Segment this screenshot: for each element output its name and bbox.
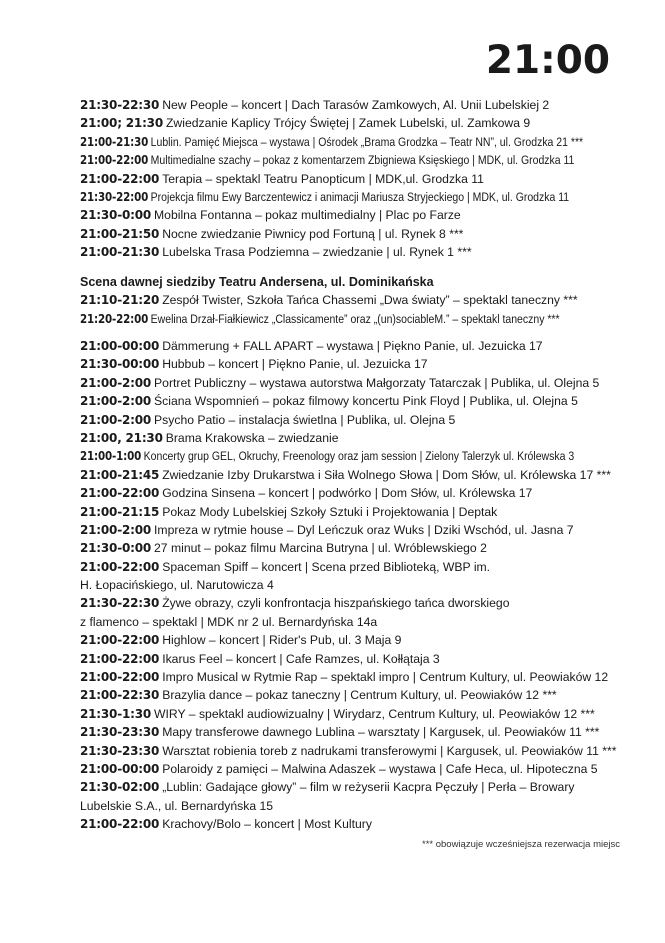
event-item <box>80 429 640 447</box>
event-description: Brama Krakowska – zwiedzanie <box>165 430 339 445</box>
event-description: Godzina Sinsena – koncert | podwórko | Dom Słów, ul. Królewska 17 <box>162 486 533 501</box>
event-item <box>80 558 640 576</box>
event-description: Ewelina Drzał-Fiałkiewicz „Classicamente” oraz „(un)sociableM.” – spektakl taneczny *** <box>150 311 560 326</box>
event-description: Nocne zwiedzanie Piwnicy pod Fortuną | ul. Rynek 8 *** <box>162 226 464 241</box>
event-description: Mapy transferowe dawnego Lublina – warsztaty | Kargusek, ul. Peowiaków 11 *** <box>162 725 600 740</box>
event-time: 21:20-22:00 <box>80 311 149 326</box>
event-description: Krachovy/Bolo – koncert | Most Kultury <box>162 817 372 832</box>
event-description: Pokaz Mody Lubelskiej Szkoły Sztuki i Projektowania | Deptak <box>162 504 498 519</box>
event-time: 21:00-21:50 <box>80 226 160 241</box>
event-description: Zespół Twister, Szkoła Tańca Chassemi „Dwa światy” – spektakl taneczny *** <box>162 293 578 308</box>
event-description: Hubbub – koncert | Piękno Panie, ul. Jezuicka 17 <box>162 357 428 372</box>
event-item <box>80 206 640 224</box>
event-time: 21:30-22:30 <box>80 596 160 611</box>
event-item <box>80 594 640 612</box>
event-time: 21:00-22:00 <box>80 633 160 648</box>
event-description: Brazylia dance – pokaz taneczny | Centrum Kultury, ul. Peowiaków 12 *** <box>162 688 557 703</box>
event-description: Psycho Patio – instalacja świetlna | Publika, ul. Olejna 5 <box>154 412 456 427</box>
event-description: „Lublin: Gadające głowy” – film w reżyserii Kacpra Pęczuły | Perła – Browary <box>162 780 575 795</box>
event-item <box>80 151 640 169</box>
page-title: 21:00 <box>485 38 610 83</box>
event-description: Ściana Wspomnień – pokaz filmowy koncertu Pink Floyd | Publika, ul. Olejna 5 <box>154 394 578 409</box>
event-time: 21:00-22:00 <box>80 817 160 832</box>
events-list-andersen <box>80 273 640 328</box>
event-time: 21:00-2:00 <box>80 522 152 537</box>
event-item <box>80 96 640 114</box>
event-description-continued: z flamenco – spektakl | MDK nr 2 ul. Bernardyńska 14a <box>80 614 378 629</box>
event-item <box>80 539 640 557</box>
event-description: WIRY – spektakl audiowizualny | Wirydarz, Centrum Kultury, ul. Peowiaków 12 *** <box>154 706 595 721</box>
event-time: 21:30-22:30 <box>80 98 160 112</box>
event-description: Lublin. Pamięć Miejsca – wystawa | Ośrodek „Brama Grodzka – Teatr NN”, ul. Grodzka 21 *** <box>150 134 584 149</box>
event-time: 21:00-22:00 <box>80 559 160 574</box>
event-item <box>80 631 640 649</box>
event-description: 27 minut – pokaz filmu Marcina Butryna | ul. Wróblewskiego 2 <box>154 541 487 556</box>
event-item <box>80 742 640 760</box>
event-description: Mobilna Fontanna – pokaz multimedialny | Plac po Farze <box>154 208 461 223</box>
event-item <box>80 466 640 484</box>
event-time: 21:00-22:00 <box>80 486 160 501</box>
event-time: 21:30-0:00 <box>80 541 152 556</box>
event-description: Multimedialne szachy – pokaz z komentarzem Zbigniewa Księskiego | MDK, ul. Grodzka 11 <box>150 153 575 168</box>
events-list-main <box>80 96 640 262</box>
event-description: Impro Musical w Rytmie Rap – spektakl impro | Centrum Kultury, ul. Peowiaków 12 <box>162 670 609 685</box>
event-time: 21:30-22:00 <box>80 189 149 204</box>
event-item <box>80 778 640 796</box>
event-item <box>80 521 640 539</box>
event-time: 21:00, 21:30 <box>80 430 163 445</box>
event-description: Warsztat robienia toreb z nadrukami transferowymi | Kargusek, ul. Peowiaków 11 *** <box>162 743 617 758</box>
event-time: 21:00; 21:30 <box>80 116 163 131</box>
event-description: Terapia – spektakl Teatru Panopticum | MDK,ul. Grodzka 11 <box>162 171 484 186</box>
event-time: 21:00-21:45 <box>80 467 160 482</box>
event-description: Portret Publiczny – wystawa autorstwa Małgorzaty Tatarczak | Publika, ul. Olejna 5 <box>154 375 600 390</box>
event-item <box>80 686 640 704</box>
event-time: 21:00-00:00 <box>80 761 160 776</box>
event-time: 21:00-21:30 <box>80 245 160 260</box>
event-time: 21:00-2:00 <box>80 375 152 390</box>
event-item <box>80 668 640 686</box>
event-time: 21:30-00:00 <box>80 357 160 372</box>
event-time: 21:00-00:00 <box>80 339 160 353</box>
event-time: 21:00-22:30 <box>80 688 160 703</box>
event-time: 21:00-22:00 <box>80 153 149 168</box>
event-item <box>80 503 640 521</box>
event-description-continued: Lubelskie S.A., ul. Bernardyńska 15 <box>80 798 274 813</box>
footnote: *** obowiązuje wcześniejsza rezerwacja miejsc <box>422 839 620 850</box>
event-item <box>80 225 640 243</box>
event-item <box>80 243 640 261</box>
event-item <box>80 188 640 206</box>
event-description: Ikarus Feel – koncert | Cafe Ramzes, ul. Kołłątaja 3 <box>162 651 440 666</box>
event-item <box>80 337 640 355</box>
event-description: Żywe obrazy, czyli konfrontacja hiszpańskiego tańca dworskiego <box>162 596 510 611</box>
event-description: Spaceman Spiff – koncert | Scena przed Biblioteką, WBP im. <box>162 559 491 574</box>
event-description: Lubelska Trasa Podziemna – zwiedzanie | ul. Rynek 1 *** <box>162 245 472 260</box>
event-item <box>80 291 640 309</box>
event-description: Impreza w rytmie house – Dyl Leńczuk oraz Wuks | Dziki Wschód, ul. Jasna 7 <box>154 522 574 537</box>
event-description: Highlow – koncert | Rider's Pub, ul. 3 Maja 9 <box>162 633 402 648</box>
event-item <box>80 411 640 429</box>
event-item <box>80 170 640 188</box>
section-heading: Scena dawnej siedziby Teatru Andersena, ul. Dominikańska <box>80 275 434 289</box>
event-item <box>80 133 640 151</box>
event-description: Koncerty grup GEL, Okruchy, Freenology oraz jam session | Zielony Talerzyk ul. Królewska 3 <box>143 449 575 464</box>
event-time: 21:00-1:00 <box>80 449 142 464</box>
event-item <box>80 114 640 132</box>
event-time: 21:30-0:00 <box>80 208 152 223</box>
event-item <box>80 355 640 373</box>
event-item <box>80 760 640 778</box>
event-item <box>80 815 640 833</box>
event-time: 21:00-22:00 <box>80 670 160 685</box>
event-description: Polaroidy z pamięci – Malwina Adaszek – wystawa | Cafe Heca, ul. Hipoteczna 5 <box>162 761 598 776</box>
event-time: 21:30-1:30 <box>80 706 152 721</box>
event-description: Projekcja filmu Ewy Barczentewicz i animacji Mariusza Stryjeckiego | MDK, ul. Grodzka 11 <box>150 189 570 204</box>
event-time: 21:30-23:30 <box>80 743 160 758</box>
event-time: 21:00-21:15 <box>80 504 160 519</box>
event-time: 21:00-2:00 <box>80 394 152 409</box>
event-time: 21:00-2:00 <box>80 412 152 427</box>
event-description: Dämmerung + FALL APART – wystawa | Piękno Panie, ul. Jezuicka 17 <box>162 339 543 353</box>
event-item <box>80 705 640 723</box>
event-time: 21:30-23:30 <box>80 725 160 740</box>
event-item <box>80 484 640 502</box>
event-time: 21:30-02:00 <box>80 780 160 795</box>
event-item <box>80 723 640 741</box>
event-item <box>80 310 640 328</box>
event-time: 21:00-22:00 <box>80 171 160 186</box>
event-description-continued: H. Łopacińskiego, ul. Narutowicza 4 <box>80 578 274 593</box>
event-time: 21:00-22:00 <box>80 651 160 666</box>
event-time: 21:10-21:20 <box>80 293 160 308</box>
event-item <box>80 392 640 410</box>
event-description: New People – koncert | Dach Tarasów Zamkowych, Al. Unii Lubelskiej 2 <box>162 98 550 112</box>
event-item <box>80 374 640 392</box>
event-time: 21:00-21:30 <box>80 134 149 149</box>
event-item <box>80 650 640 668</box>
event-description: Zwiedzanie Izby Drukarstwa i Siła Wolnego Słowa | Dom Słów, ul. Królewska 17 *** <box>162 467 611 482</box>
event-description: Zwiedzanie Kaplicy Trójcy Świętej | Zamek Lubelski, ul. Zamkowa 9 <box>165 116 531 131</box>
events-list-other <box>80 337 640 834</box>
event-item <box>80 447 640 465</box>
